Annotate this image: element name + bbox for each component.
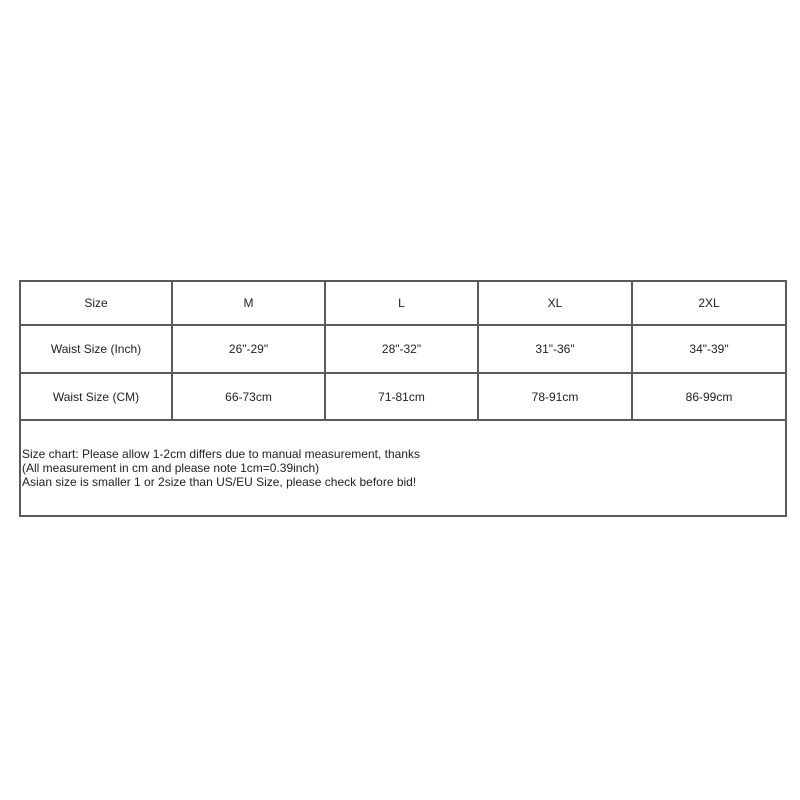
note-line-size-chart: Size chart: Please allow 1-2cm differs due to manual measurement, thanks [22, 447, 420, 461]
waist-cm-xl-cell: 78-91cm [478, 373, 632, 420]
waist-inch-label-cell: Waist Size (Inch) [20, 325, 172, 373]
waist-cm-l-cell: 71-81cm [325, 373, 478, 420]
notes-row [20, 420, 786, 516]
waist-inch-l-cell: 28"-32" [325, 325, 478, 373]
size-label-cell: Size [20, 281, 172, 325]
waist-inch-xl-cell: 31"-36" [478, 325, 632, 373]
waist-cm-row [20, 373, 786, 420]
size-chart-table [19, 280, 787, 517]
note-line-asian-size: Asian size is smaller 1 or 2size than US/EU Size, please check before bid! [22, 475, 417, 489]
size-xl-cell: XL [478, 281, 632, 325]
size-header-row [20, 281, 786, 325]
note-line-measurement: (All measurement in cm and please note 1cm=0.39inch) [22, 461, 320, 475]
size-m-cell: M [172, 281, 325, 325]
waist-cm-m-cell: 66-73cm [172, 373, 325, 420]
size-2xl-cell: 2XL [632, 281, 786, 325]
waist-inch-2xl-cell: 34"-39" [632, 325, 786, 373]
waist-inch-m-cell: 26"-29" [172, 325, 325, 373]
size-l-cell: L [325, 281, 478, 325]
waist-cm-label-cell: Waist Size (CM) [20, 373, 172, 420]
notes-cell [20, 420, 786, 516]
waist-cm-2xl-cell: 86-99cm [632, 373, 786, 420]
waist-inch-row [20, 325, 786, 373]
